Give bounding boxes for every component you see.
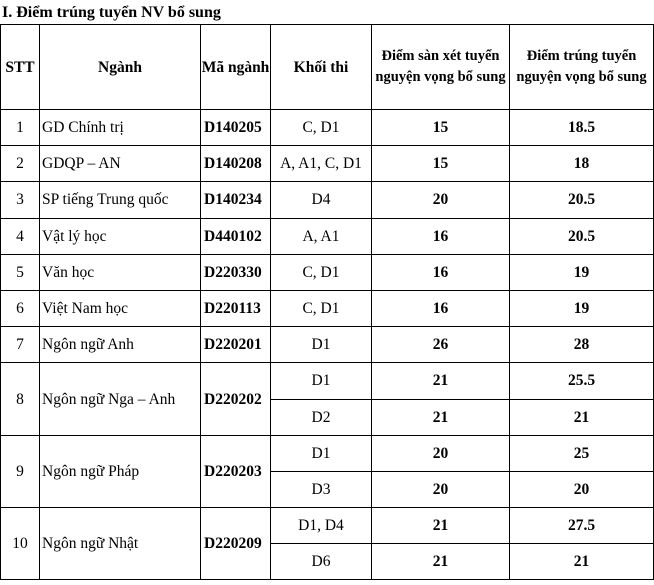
row-code: D220201 bbox=[201, 327, 271, 363]
row-major: GD Chính trị bbox=[40, 110, 201, 146]
row-code: D220209 bbox=[201, 508, 271, 580]
row-major: Văn học bbox=[40, 254, 201, 290]
row-major: Ngôn ngữ Anh bbox=[40, 327, 201, 363]
row-stt: 7 bbox=[1, 327, 40, 363]
table-row bbox=[1, 363, 654, 399]
row-floor-score: 20 bbox=[372, 471, 510, 507]
header-major: Ngành bbox=[40, 25, 201, 110]
row-stt: 5 bbox=[1, 254, 40, 290]
table-row bbox=[1, 254, 654, 290]
row-code: D220330 bbox=[201, 254, 271, 290]
row-block: C, D1 bbox=[271, 110, 372, 146]
row-major: Vật lý học bbox=[40, 218, 201, 254]
row-floor-score: 21 bbox=[372, 544, 510, 580]
table-row bbox=[1, 290, 654, 326]
row-block: A, A1, C, D1 bbox=[271, 146, 372, 182]
row-block: D6 bbox=[271, 544, 372, 580]
row-admission-score: 28 bbox=[510, 327, 654, 363]
row-admission-score: 18 bbox=[510, 146, 654, 182]
row-block: C, D1 bbox=[271, 290, 372, 326]
row-floor-score: 21 bbox=[372, 363, 510, 399]
row-floor-score: 20 bbox=[372, 435, 510, 471]
section-title: I. Điểm trúng tuyển NV bổ sung bbox=[2, 4, 221, 21]
row-block: D1 bbox=[271, 435, 372, 471]
row-major: Ngôn ngữ Pháp bbox=[40, 435, 201, 507]
row-floor-score: 16 bbox=[372, 254, 510, 290]
header-stt: STT bbox=[1, 25, 40, 110]
row-admission-score: 21 bbox=[510, 399, 654, 435]
row-admission-score: 18.5 bbox=[510, 110, 654, 146]
row-stt: 3 bbox=[1, 182, 40, 218]
row-code: D220203 bbox=[201, 435, 271, 507]
row-floor-score: 15 bbox=[372, 146, 510, 182]
row-block: C, D1 bbox=[271, 254, 372, 290]
table-row bbox=[1, 110, 654, 146]
row-stt: 9 bbox=[1, 435, 40, 507]
header-floor-score: Điểm sàn xét tuyển nguyện vọng bổ sung bbox=[372, 25, 510, 110]
row-stt: 8 bbox=[1, 363, 40, 435]
table-row bbox=[1, 508, 654, 544]
header-block: Khối thi bbox=[271, 25, 372, 110]
row-admission-score: 25 bbox=[510, 435, 654, 471]
row-block: D2 bbox=[271, 399, 372, 435]
row-admission-score: 19 bbox=[510, 290, 654, 326]
row-admission-score: 19 bbox=[510, 254, 654, 290]
row-admission-score: 27.5 bbox=[510, 508, 654, 544]
table-row bbox=[1, 327, 654, 363]
row-block: D1 bbox=[271, 327, 372, 363]
table-row bbox=[1, 435, 654, 471]
row-floor-score: 15 bbox=[372, 110, 510, 146]
row-admission-score: 20 bbox=[510, 471, 654, 507]
row-stt: 4 bbox=[1, 218, 40, 254]
table-row bbox=[1, 218, 654, 254]
row-stt: 1 bbox=[1, 110, 40, 146]
row-stt: 6 bbox=[1, 290, 40, 326]
row-stt: 2 bbox=[1, 146, 40, 182]
row-code: D140208 bbox=[201, 146, 271, 182]
row-code: D140205 bbox=[201, 110, 271, 146]
row-admission-score: 20.5 bbox=[510, 218, 654, 254]
row-major: Ngôn ngữ Nga – Anh bbox=[40, 363, 201, 435]
row-block: D3 bbox=[271, 471, 372, 507]
row-major: SP tiếng Trung quốc bbox=[40, 182, 201, 218]
row-floor-score: 16 bbox=[372, 290, 510, 326]
row-code: D140234 bbox=[201, 182, 271, 218]
row-floor-score: 20 bbox=[372, 182, 510, 218]
row-code: D220113 bbox=[201, 290, 271, 326]
table-row bbox=[1, 182, 654, 218]
row-floor-score: 21 bbox=[372, 508, 510, 544]
row-floor-score: 16 bbox=[372, 218, 510, 254]
row-block: A, A1 bbox=[271, 218, 372, 254]
admission-scores-table bbox=[0, 24, 654, 580]
header-code: Mã ngành bbox=[201, 25, 271, 110]
row-code: D440102 bbox=[201, 218, 271, 254]
row-code: D220202 bbox=[201, 363, 271, 435]
row-block: D4 bbox=[271, 182, 372, 218]
row-floor-score: 26 bbox=[372, 327, 510, 363]
table-body bbox=[1, 110, 654, 580]
row-block: D1, D4 bbox=[271, 508, 372, 544]
row-major: Ngôn ngữ Nhật bbox=[40, 508, 201, 580]
row-block: D1 bbox=[271, 363, 372, 399]
row-admission-score: 20.5 bbox=[510, 182, 654, 218]
row-admission-score: 25.5 bbox=[510, 363, 654, 399]
row-stt: 10 bbox=[1, 508, 40, 580]
table-row bbox=[1, 146, 654, 182]
table-header-row bbox=[1, 25, 654, 110]
row-major: GDQP – AN bbox=[40, 146, 201, 182]
header-admission-score: Điểm trúng tuyển nguyện vọng bổ sung bbox=[510, 25, 654, 110]
row-admission-score: 21 bbox=[510, 544, 654, 580]
row-major: Việt Nam học bbox=[40, 290, 201, 326]
row-floor-score: 21 bbox=[372, 399, 510, 435]
